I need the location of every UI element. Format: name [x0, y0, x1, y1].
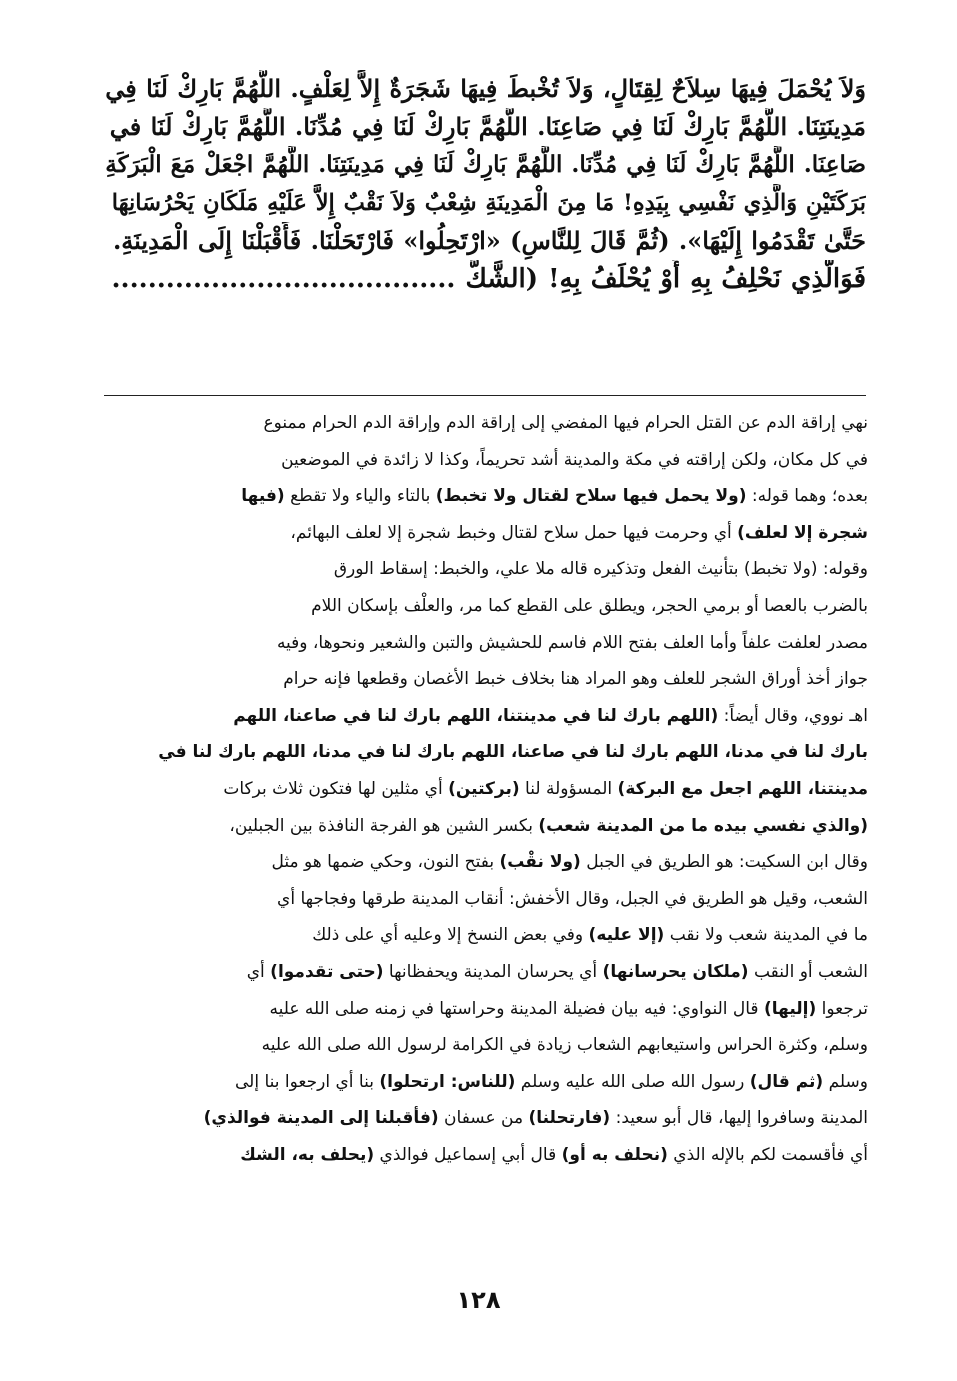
commentary-line: [98, 1137, 868, 1174]
commentary-segment: وسلم، وكثرة الحراس واستيعابهم الشعاب زيادة في الكرامة لرسول الله صلى الله عليه: [261, 1035, 868, 1056]
commentary-line: [98, 698, 868, 735]
quoted-hadith-segment: (يحلف به، الشك: [240, 1144, 375, 1165]
commentary-line: [98, 844, 868, 881]
quoted-hadith-segment: (ملكان يحرسانها): [602, 961, 749, 982]
quoted-hadith-segment: (إلا عليه): [588, 925, 665, 946]
quoted-hadith-segment: (حتى تقدموا): [270, 961, 384, 982]
page-number: ١٢٨: [456, 1286, 501, 1314]
commentary-segment: جواز أخذ أوراق الشجر للعلف وهو المراد هنا بخلاف خبط الأغصان وقطعها فإنه حرام: [283, 669, 868, 690]
commentary-line: [98, 771, 868, 808]
commentary-line: [98, 478, 868, 515]
commentary-segment: وفي بعض النسخ إلا وعليه أي على ذلك: [312, 925, 589, 946]
hadith-text: [98, 70, 866, 298]
quoted-hadith-segment: (والذي نفسي بيده ما من المدينة شعب): [538, 815, 868, 836]
commentary-segment: أي: [246, 961, 271, 982]
commentary-line: [98, 405, 868, 442]
commentary-segment: نهي إراقة الدم عن القتل الحرام فيها المفضي إلى إراقة الدم وإراقة الدم الحرام ممنوع: [263, 413, 868, 433]
quoted-hadith-segment: (نحلف به أو): [561, 1144, 668, 1165]
commentary-line: [98, 1064, 868, 1101]
commentary-segment: اهـ نووي، وقال أيضاً:: [718, 705, 868, 726]
commentary-line: [98, 1100, 868, 1137]
commentary-segment: أي وحرمت فيها حمل سلاح لقتال وخبط شجرة إلا لعلف البهائم،: [290, 522, 738, 543]
commentary-segment: أي فأقسمت لكم بالإله الذي: [667, 1144, 868, 1165]
commentary-line: [98, 625, 868, 662]
commentary-segment: المسؤولة لنا: [519, 778, 618, 799]
commentary-segment: الشعب، وقيل هو الطريق في الجبل، وقال الأخفش: أنقاب المدينة طرقها وفجاجها أي: [277, 888, 868, 909]
commentary-line: [98, 515, 868, 552]
commentary-segment: مصدر لعلفت علفاً وأما العلف بفتح اللام فاسم للحشيش والتبن والشعير ونحوها، وفيه: [276, 632, 868, 653]
commentary-segment: بنا أي ارجعوا بنا إلى: [234, 1071, 380, 1092]
commentary-line: [98, 734, 868, 771]
hadith-line: صَاعِنَا. اللَّهُمَّ بَارِكْ لَنَا فِي مُدِّنَا. اللَّهُمَّ بَارِكْ لَنَا فِي مَدِينَتِنَا. اللَّهُمَّ اجْعَلْ مَعَ الْبَرَكَةِ: [105, 151, 866, 178]
quoted-hadith-segment: (إليها): [763, 998, 817, 1019]
commentary-line: [98, 442, 868, 479]
commentary-segment: أي يحرسان المدينة ويحفظانها: [383, 961, 603, 982]
commentary-segment: بالتاء والياء ولا تقطع: [284, 486, 436, 507]
commentary-segment: بالضرب بالعصا أو برمي الحجر، ويطلق على القطع كما مر، والعلْف بإسكان اللام: [311, 595, 868, 616]
commentary-segment: بعده؛ وهما قوله:: [746, 486, 868, 507]
quoted-hadith-segment: (ولا نقْب): [499, 852, 581, 873]
commentary-line: [98, 588, 868, 625]
footnote-divider: [104, 395, 866, 396]
commentary-segment: قال النواوي: فيه بيان فضيلة المدينة وحراستها في زمنه صلى الله عليه: [269, 998, 764, 1019]
hadith-line: مَدِينَتِنَا. اللَّهُمَّ بَارِكْ لَنَا فِي صَاعِنَا. اللَّهُمَّ بَارِكْ لَنَا فِي مُدِّنَا. اللَّهُمَّ بَارِكْ لَنَا في: [109, 112, 866, 141]
commentary-segment: في كل مكان، ولكن إراقته في مكة والمدينة أشد تحريماً، وكذا لا زائدة في الموضعين: [281, 449, 868, 470]
commentary-line: [98, 991, 868, 1028]
hadith-line: فَوَالَّذِي نَحْلِفُ بِهِ أَوْ يُحْلَفُ بِهِ! (الشَّكُّ ......................................: [111, 264, 866, 294]
commentary-line: [98, 917, 868, 954]
quoted-hadith-segment: (فارتحلنا): [528, 1108, 611, 1129]
commentary-segment: بفتح النون، وحكي ضمها هو مثل: [271, 852, 500, 873]
quoted-hadith-segment: (ولا يحمل فيها سلاح لقتال ولا تخبط): [435, 486, 747, 507]
quoted-hadith-segment: (فيها: [241, 486, 285, 507]
commentary-line: [98, 881, 868, 918]
quoted-hadith-segment: (بركتين): [448, 778, 520, 799]
commentary-segment: وقال ابن السكيت: هو الطريق في الجبل: [580, 852, 868, 873]
quoted-hadith-segment: شجرة إلا لعلف): [737, 522, 868, 543]
quoted-hadith-segment: (فأقبلنا إلى المدينة فوالذي): [203, 1108, 439, 1129]
commentary-line: [98, 954, 868, 991]
commentary-segment: بكسر الشين هو الفرجة النافذة بين الجبلين،: [229, 815, 539, 836]
quoted-hadith-segment: (للناس: ارتحلوا): [379, 1071, 516, 1092]
quoted-hadith-segment: مدينتنا، اللهم اجعل مع البركة): [617, 778, 868, 799]
commentary-segment: وسلم: [823, 1071, 868, 1092]
commentary-line: [98, 661, 868, 698]
commentary-segment: أي مثلين لها فتكون ثلاث بركات: [223, 778, 449, 799]
quoted-hadith-segment: (اللهم بارك لنا في مدينتنا، اللهم بارك لنا في صاعنا، اللهم: [233, 705, 719, 726]
commentary-segment: ترجعوا: [816, 998, 868, 1019]
commentary-text: [98, 405, 868, 1173]
hadith-line: وَلاَ يُحْمَلَ فِيهَا سِلاَحٌ لِقِتَالٍ، وَلاَ تُخْبطَ فِيهَا شَجَرَةٌ إِلاَّ لِعَلْفٍ. اللَّهُمَّ بَارِكْ لَنَا فِي: [105, 74, 866, 103]
commentary-segment: المدينة وسافروا إليها، قال أبو سعيد:: [610, 1108, 868, 1129]
commentary-segment: الشعب أو النقب: [748, 961, 868, 982]
commentary-segment: من عسفان: [438, 1108, 529, 1129]
hadith-line: حَتَّىٰ تَقْدَمُوا إِلَيْهَا». (ثُمَّ قَالَ لِلنَّاسِ) «ارْتَحِلُوا» فَارْتَحَلْنَا. فَأَقْبَلْنَا إِلَى الْمَدِينَةِ.: [112, 226, 866, 255]
commentary-segment: رسول الله صلى الله عليه وسلم: [515, 1071, 750, 1092]
commentary-line: [98, 808, 868, 845]
commentary-segment: ما في المدينة شعب ولا نقب: [664, 925, 868, 946]
commentary-segment: قال أبي إسماعيل فوالذي: [374, 1144, 562, 1165]
quoted-hadith-segment: (ثم قال): [749, 1071, 824, 1092]
quoted-hadith-segment: بارك لنا في مدنا، اللهم بارك لنا في صاعنا، اللهم بارك لنا في مدنا، اللهم بارك لنا في: [158, 742, 868, 763]
commentary-segment: وقوله: (ولا تخبط) بتأنيث الفعل وتذكيره قاله ملا علي، والخبط: إسقاط الورق: [333, 559, 868, 580]
commentary-line: [98, 1027, 868, 1064]
hadith-line: بَرَكَتَيْنِ وَالَّذِي نَفْسِي بِيَدِهِ! مَا مِنَ الْمَدِينَةِ شِعْبٌ وَلاَ نَقْبٌ إِلاَّ عَلَيْهِ مَلَكَانِ يَحْرُسَانِهَا: [111, 190, 866, 216]
commentary-line: [98, 551, 868, 588]
